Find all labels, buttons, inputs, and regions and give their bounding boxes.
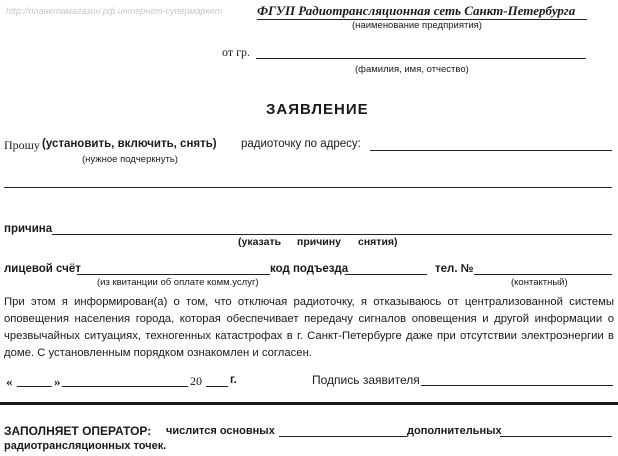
- from-caption: (фамилия, имя, отчество): [355, 64, 469, 75]
- date-open-quote: «: [6, 374, 13, 389]
- operator-points-label: радиотрансляционных точек.: [4, 440, 167, 452]
- additional-points-field[interactable]: [500, 436, 612, 437]
- date-day-field[interactable]: [17, 386, 52, 387]
- reason-label: причина: [4, 223, 53, 235]
- address-field-continued[interactable]: [4, 187, 612, 188]
- date-year-field[interactable]: [206, 386, 228, 387]
- document-title: ЗАЯВЛЕНИЕ: [266, 101, 369, 118]
- phone-caption: (контактный): [511, 277, 568, 288]
- section-divider: [0, 402, 618, 405]
- entrance-label: код подъезда: [270, 263, 349, 275]
- notice-paragraph: При этом я информирован(а) о том, что отключая радиоточку, я отказываюсь от централизованной системы оповещения населения города, которая обеспечивает передачу сигналов оповещения и другой информации о чрезвычайных ситуациях, техногенных катастрофах в г. Санкт-Петербурге даже при отсутствии электроэнергии в доме. С установленным порядком ознакомлен и согласен.: [4, 296, 614, 359]
- account-field[interactable]: [77, 274, 270, 275]
- from-label: от гр.: [222, 45, 251, 59]
- request-prefix: Прошу: [4, 138, 40, 152]
- watermark: http://планетамагазин.рф интернет-супермаркет: [6, 6, 223, 16]
- address-field[interactable]: [370, 150, 612, 151]
- reason-caption-1: (указать: [238, 236, 282, 248]
- date-close-quote: »: [54, 374, 61, 389]
- request-caption: (нужное подчеркнуть): [82, 154, 178, 165]
- signature-label: Подпись заявителя: [312, 373, 420, 387]
- reason-field[interactable]: [52, 234, 612, 235]
- reason-caption-2: причину: [297, 236, 341, 248]
- date-year-suffix: г.: [230, 374, 237, 386]
- operator-label: ЗАПОЛНЯЕТ ОПЕРАТОР:: [4, 424, 152, 438]
- operator-main-label: числится основных: [166, 425, 275, 437]
- phone-label: тел. №: [435, 263, 474, 275]
- account-caption: (из квитанции об оплате комм.услуг): [97, 277, 259, 288]
- from-name-field[interactable]: [256, 58, 586, 59]
- entrance-code-field[interactable]: [345, 274, 427, 275]
- request-options: (установить, включить, снять): [42, 138, 217, 150]
- operator-additional-label: дополнительных: [407, 425, 502, 437]
- account-label: лицевой счёт: [4, 263, 81, 275]
- organization-name: ФГУП Радиотрансляционная сеть Санкт-Петербурга: [257, 3, 576, 18]
- main-points-field[interactable]: [279, 436, 407, 437]
- date-month-field[interactable]: [62, 386, 188, 387]
- date-year-prefix: 20: [190, 374, 202, 388]
- signature-field[interactable]: [421, 385, 613, 386]
- phone-field[interactable]: [474, 274, 612, 275]
- reason-caption-3: снятия): [358, 236, 398, 248]
- organization-caption: (наименование предприятия): [352, 20, 482, 31]
- request-suffix: радиоточку по адресу:: [241, 138, 361, 150]
